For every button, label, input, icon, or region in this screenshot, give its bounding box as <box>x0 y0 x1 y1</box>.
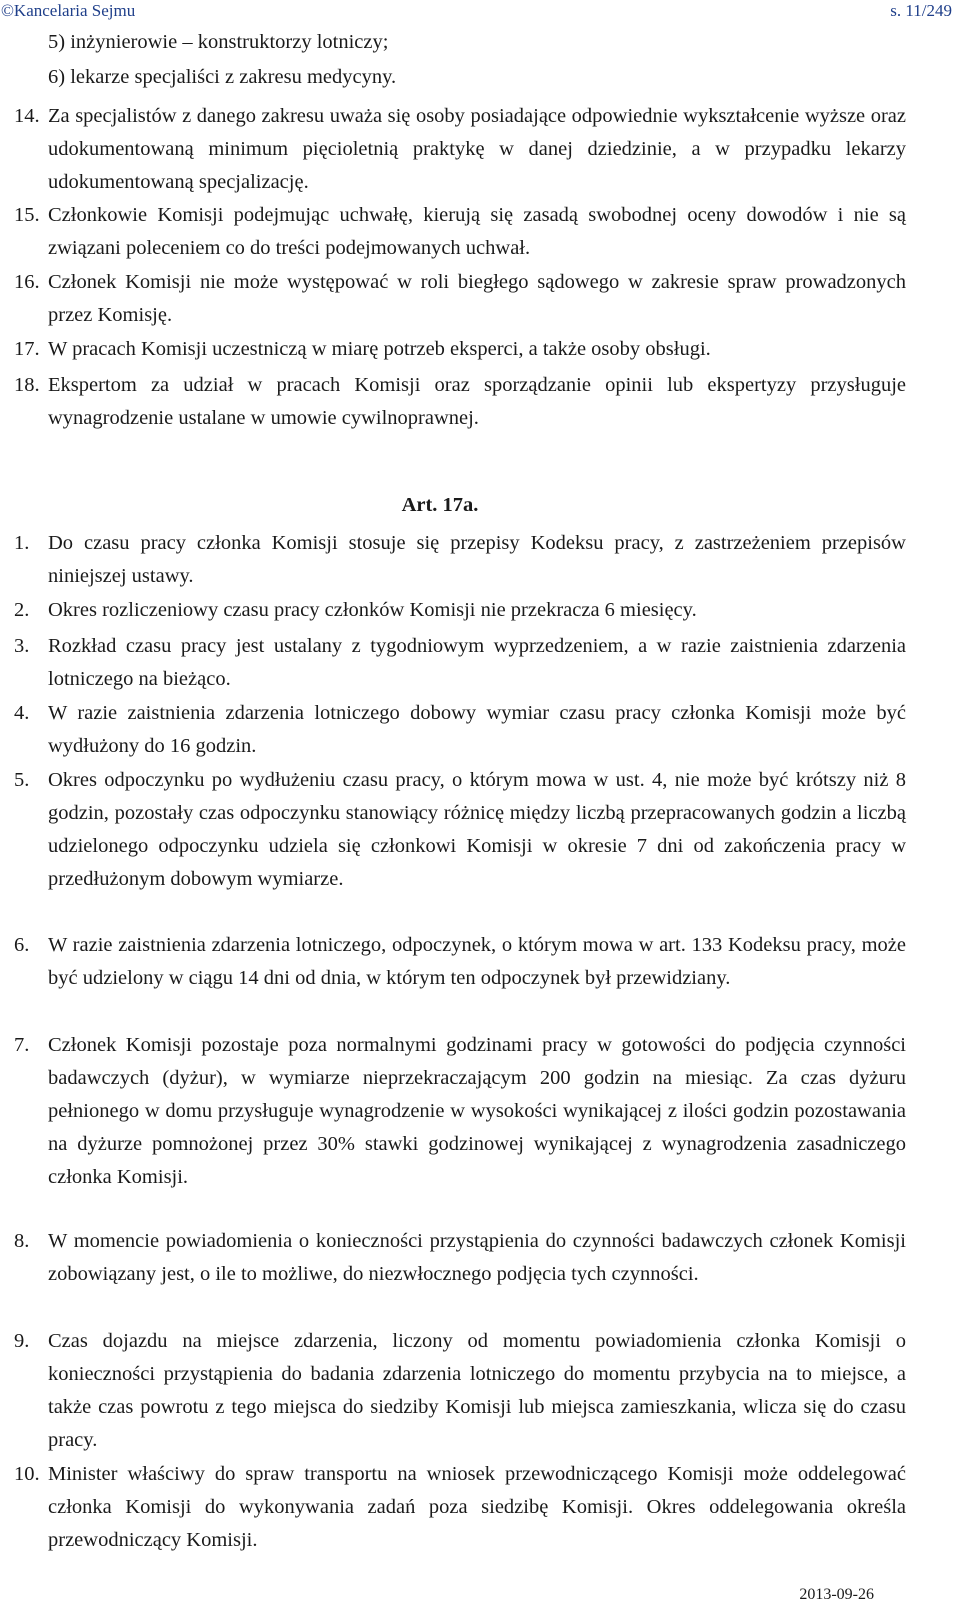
list-item-text: inżynierowie – konstruktorzy lotniczy; <box>70 31 389 53</box>
paragraph-number: 6. <box>14 934 30 956</box>
article-paragraph <box>14 929 906 995</box>
paragraph-text: Ekspertom za udział w pracach Komisji oraz sporządzanie opinii lub ekspertyzy przysługuje wynagrodzenie ustalane w umowie cywilnoprawnej. <box>48 374 906 429</box>
paragraph-text: Minister właściwy do spraw transportu na wniosek przewodniczącego Komisji może oddelegować członka Komisji do wykonywania zadań poza siedzibę Komisji. Okres oddelegowania określa przewodniczący Komisji. <box>48 1463 906 1551</box>
paragraph-number: 1. <box>14 532 30 554</box>
paragraph-number: 9. <box>14 1330 30 1352</box>
paragraph-text: Czas dojazdu na miejsce zdarzenia, liczony od momentu powiadomienia członka Komisji o konieczności przystąpienia do badania zdarzenia lotniczego do momentu przybycia na to miejsce, a także czas powrotu z tego miejsca do siedziby Komisji lub miejsca zamieszkania, wlicza się do czasu pracy. <box>48 1330 906 1451</box>
list-item-number: 5) <box>48 31 66 53</box>
page-number: s. 11/249 <box>890 1 952 20</box>
paragraph <box>14 333 906 366</box>
paragraph <box>14 100 906 199</box>
article-paragraph <box>14 1029 906 1194</box>
paragraph-number: 18. <box>14 374 40 396</box>
list-item-number: 6) <box>48 66 66 88</box>
paragraph-number: 10. <box>14 1463 40 1485</box>
paragraph-number: 4. <box>14 702 30 724</box>
footer-date: 2013-09-26 <box>799 1586 874 1603</box>
article-title: Art. 17a. <box>401 494 479 516</box>
paragraph-number: 5. <box>14 769 30 791</box>
paragraph-number: 15. <box>14 204 40 226</box>
paragraph-number: 8. <box>14 1230 30 1252</box>
paragraph-number: 17. <box>14 338 40 360</box>
paragraph-text: W pracach Komisji uczestniczą w miarę potrzeb eksperci, a także osoby obsługi. <box>48 338 711 360</box>
article-paragraph <box>14 630 906 696</box>
paragraph <box>14 199 906 265</box>
paragraph-text: Okres rozliczeniowy czasu pracy członków Komisji nie przekracza 6 miesięcy. <box>48 599 697 621</box>
article-paragraph <box>14 1225 906 1291</box>
paragraph-number: 7. <box>14 1034 30 1056</box>
paragraph-text: Członek Komisji nie może występować w roli biegłego sądowego w zakresie spraw prowadzonych przez Komisję. <box>48 271 906 326</box>
article-paragraph <box>14 697 906 763</box>
paragraph-text: Za specjalistów z danego zakresu uważa się osoby posiadające odpowiednie wykształcenie wyższe oraz udokumentowaną minimum pięcioletnią praktykę w danej dziedzinie, a w przypadku lekarzy udokumentowaną specjalizację. <box>48 105 906 193</box>
list-item-text: lekarze specjaliści z zakresu medycyny. <box>70 66 397 88</box>
paragraph-number: 2. <box>14 599 30 621</box>
list-item <box>48 61 872 94</box>
paragraph <box>14 369 906 435</box>
paragraph-text: Członek Komisji pozostaje poza normalnymi godzinami pracy w gotowości do podjęcia czynności badawczych (dyżur), w wymiarze nieprzekraczającym 200 godzin na miesiąc. Za czas dyżuru pełnionego w domu przysługuje wynagrodzenie w wysokości wynikającej z ilości godzin pozostawania na dyżurze pomnożonej przez 30% stawki godzinowej wynikającej z wynagrodzenia zasadniczego członka Komisji. <box>48 1034 906 1188</box>
paragraph-text: Okres odpoczynku po wydłużeniu czasu pracy, o którym mowa w ust. 4, nie może być krótszy niż 8 godzin, pozostały czas odpoczynku stanowiący różnicę między liczbą przepracowanych godzin a liczbą udzielonego odpoczynku udziela się członkowi Komisji w okresie 7 dni od zakończenia pracy w przedłużonym dobowym wymiarze. <box>48 769 906 890</box>
paragraph-text: Do czasu pracy członka Komisji stosuje się przepisy Kodeksu pracy, z zastrzeżeniem przepisów niniejszej ustawy. <box>48 532 906 587</box>
article-paragraph <box>14 594 906 627</box>
paragraph-text: W momencie powiadomienia o konieczności przystąpienia do czynności badawczych członek Komisji zobowiązany jest, o ile to możliwe, do niezwłocznego podjęcia tych czynności. <box>48 1230 906 1285</box>
paragraph-number: 14. <box>14 105 40 127</box>
article-paragraph <box>14 1458 906 1557</box>
paragraph-number: 16. <box>14 271 40 293</box>
paragraph <box>14 266 906 332</box>
header-source: ©Kancelaria Sejmu <box>1 1 136 20</box>
paragraph-text: W razie zaistnienia zdarzenia lotniczego dobowy wymiar czasu pracy członka Komisji może być wydłużony do 16 godzin. <box>48 702 906 757</box>
paragraph-text: Członkowie Komisji podejmując uchwałę, kierują się zasadą swobodnej oceny dowodów i nie są związani poleceniem co do treści podejmowanych uchwał. <box>48 204 906 259</box>
paragraph-text: W razie zaistnienia zdarzenia lotniczego, odpoczynek, o którym mowa w art. 133 Kodeksu pracy, może być udzielony w ciągu 14 dni od dnia, w którym ten odpoczynek był przewidziany. <box>48 934 906 989</box>
article-paragraph <box>14 1325 906 1457</box>
article-paragraph <box>14 764 906 896</box>
paragraph-text: Rozkład czasu pracy jest ustalany z tygodniowym wyprzedzeniem, a w razie zaistnienia zdarzenia lotniczego na bieżąco. <box>48 635 906 690</box>
paragraph-number: 3. <box>14 635 30 657</box>
list-item <box>48 26 872 59</box>
article-paragraph <box>14 527 906 593</box>
